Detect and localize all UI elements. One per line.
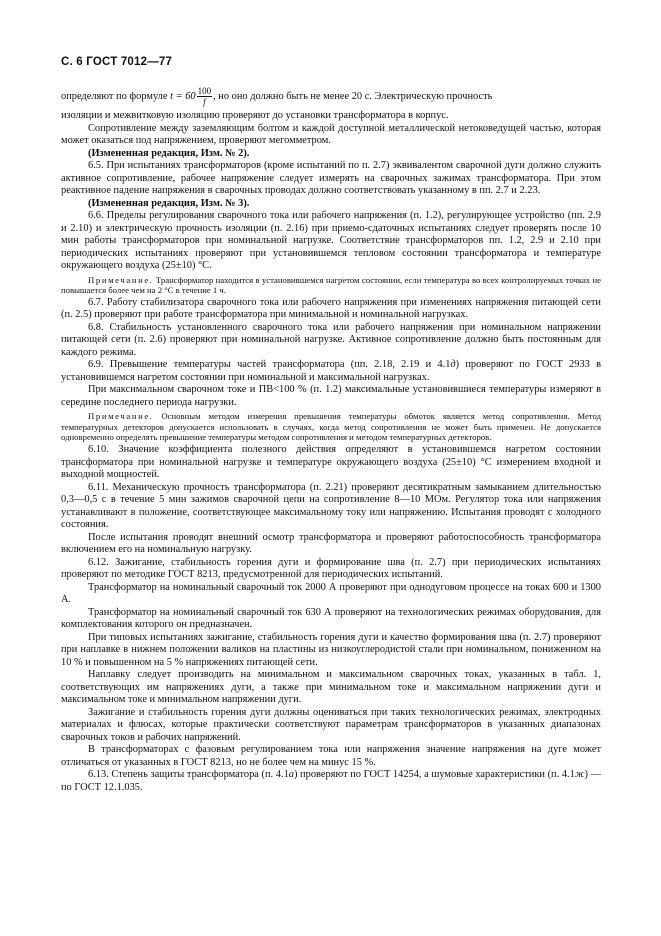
paragraph: 6.6. Пределы регулирования сварочного тока или рабочего напряжения (п. 1.2), регулирующее устройство (пп. 2.9 и 2.10) и электрическую прочность изоляции (п. 2.16) при приемо-сдаточных испытаниях следует проверять после 10 мин работы трансформаторов при номинальной нагрузке. Соответствие трансформаторов пп. 1.2, 2.9 и 2.10 при периодических испытаниях проверяют при установившемся тепловом состоянии трансформатора и температуре окружающего воздуха (25±10) °С. bbox=[61, 210, 601, 271]
paragraph bbox=[61, 769, 601, 794]
formula-text-after: , но оно должно быть не менее 20 с. Электрическую прочность bbox=[213, 90, 493, 102]
paragraph: После испытания проводят внешний осмотр трансформатора и проверяют работоспособность трансформатора включением его на номинальную нагрузку. bbox=[61, 531, 601, 556]
paragraph: 6.12. Зажигание, стабильность горения дуги и формирование шва (п. 2.7) при периодических испытаниях проверяют по методике ГОСТ 8213, предусмотренной для периодических испытаний. bbox=[61, 556, 601, 581]
paragraph-part: ) проверяют по ГОСТ 2933 в установившемся нагретом состоянии при номинальной и максимальной нагрузках. bbox=[61, 359, 601, 383]
paragraph: 6.10. Значение коэффициента полезного действия определяют в установившемся нагретом состоянии трансформатора при номинальной нагрузке и температуре окружающего воздуха (25±10) °С измерением входной и выходной мощностей. bbox=[61, 444, 601, 481]
page-header: С. 6 ГОСТ 7012—77 bbox=[61, 56, 173, 68]
paragraph: Трансформатор на номинальный сварочный ток 630 А проверяют на технологических режимах оборудования, для комплектования которого он предназначен. bbox=[61, 606, 601, 631]
formula-fraction bbox=[197, 86, 213, 107]
paragraph: Сопротивление между заземляющим болтом и каждой доступной металлической нетоковедущей частью, которая может оказаться под напряжением, проверяют мегомметром. bbox=[61, 122, 601, 146]
formula-equals: = 60 bbox=[172, 90, 196, 102]
paragraph-variable: д bbox=[450, 359, 456, 371]
paragraph-part: 6.9. Превышение температуры частей трансформатора (пп. 2.18, 2.19 и 4.1 bbox=[88, 359, 451, 371]
paragraph: Трансформатор на номинальный сварочный ток 2000 А проверяют при однодуговом процессе на токах 600 и 1300 А. bbox=[61, 581, 601, 606]
note-label: Примечание. bbox=[88, 274, 154, 285]
amendment-note: (Измененная редакция, Изм. № 3). bbox=[88, 197, 250, 209]
paragraph-variable: а bbox=[288, 769, 294, 781]
formula-denominator: f bbox=[203, 97, 206, 107]
paragraph: 6.7. Работу стабилизатора сварочного тока или рабочего напряжения при изменениях напряжения питающей сети (п. 2.5) проверяют при работе трансформатора при минимальной и номинальной нагрузках. bbox=[61, 296, 601, 321]
formula-numerator: 100 bbox=[197, 86, 212, 96]
formula-line bbox=[61, 86, 601, 107]
paragraph: 6.8. Стабильность установленного сварочного тока или рабочего напряжения при номинальном напряжении питающей сети (п. 2.6) проверяют при номинальной нагрузке. Активное сопротивление должно быть постоянным для каждого режима. bbox=[61, 321, 601, 358]
note bbox=[61, 411, 601, 442]
paragraph: Наплавку следует производить на минимальном и максимальном сварочных токах, указанных в табл. 1, соответствующих им напряжениях дуги, а также при минимальном токе и максимальном напряжении дуги и максимальном токе и минимальном напряжении дуги. bbox=[61, 669, 601, 706]
paragraph-part: ) — по ГОСТ 12.1.035. bbox=[61, 769, 601, 793]
note-text: Основным методом измерения превышения температуры обмоток является метод сопротивления. Метод температурных детекторов допускается использовать в случаях, когда метод сопротивления не может быть применен. Не допускается одновременно определять превышение температуры методом сопротивления и методом температурных детекторов. bbox=[61, 411, 601, 442]
paragraph bbox=[61, 359, 601, 384]
paragraph: При типовых испытаниях зажигание, стабильность горения дуги и качество формирования шва (п. 2.7) проверяют при наплавке в нижнем положении валиков на пластины из низкоуглеродистой стали при номинальном, пониженном на 10 % и повышенном на 5 % напряжениях питающей сети. bbox=[61, 631, 601, 668]
paragraph-part: ) проверяют по ГОСТ 14254, а шумовые характеристики (п. 4.1 bbox=[293, 769, 575, 781]
note-label: Примечание. bbox=[88, 411, 154, 422]
formula-text-before: определяют по формуле bbox=[61, 90, 171, 102]
note bbox=[61, 275, 601, 295]
formula-variable: t bbox=[170, 90, 173, 102]
note-text: Трансформатор находится в установившемся нагретом состоянии, если температура во всех контролируемых точках не повышается более чем на 2 °С в течение 1 ч. bbox=[61, 274, 601, 295]
paragraph: 6.11. Механическую прочность трансформатора (п. 2.21) проверяют десятикратным замыканием длительностью 0,3—0,5 с в течение 5 мин зажимов сварочной цепи на сопротивление 8—10 МОм. Регулятор тока или напряжения устанавливают в положение, соответствующее максимальному току или напряжению. Испытания проводят с холодного состояния. bbox=[61, 481, 601, 531]
paragraph: Зажигание и стабильность горения дуги должны оцениваться при таких технологических режимах, электродных материалах и флюсах, которые практически соответствуют параметрам трансформаторов в указанных диапазонах сварочных токов и рабочих напряжений. bbox=[61, 706, 601, 743]
paragraph-variable: ж bbox=[574, 769, 585, 781]
document-body bbox=[61, 86, 601, 794]
paragraph: В трансформаторах с фазовым регулированием тока или напряжения значение напряжения на дуге может отличаться от указанных в ГОСТ 8213, но не более чем на минус 15 %. bbox=[61, 744, 601, 768]
paragraph: При максимальном сварочном токе и ПВ<100 % (п. 1.2) максимальные установившиеся температуры измеряют в середине последнего периода нагрузки. bbox=[61, 384, 601, 408]
formula bbox=[170, 86, 213, 107]
paragraph: изоляции и межвитковую изоляцию проверяют до установки трансформатора в корпус. bbox=[61, 110, 449, 121]
paragraph: 6.5. При испытаниях трансформаторов (кроме испытаний по п. 2.7) эквивалентом сварочной дуги должно служить активное сопротивление, рабочее напряжение следует измерять на сварочных зажимах трансформатора. При этом реактивное падение напряжения в сварочных проводах должно соответствовать указанному в пп. 2.7 и 2.23. bbox=[61, 160, 601, 196]
amendment-note: (Измененная редакция, Изм. № 2). bbox=[88, 147, 250, 159]
paragraph-part: 6.13. Степень защиты трансформатора (п. 4.1 bbox=[88, 769, 289, 781]
